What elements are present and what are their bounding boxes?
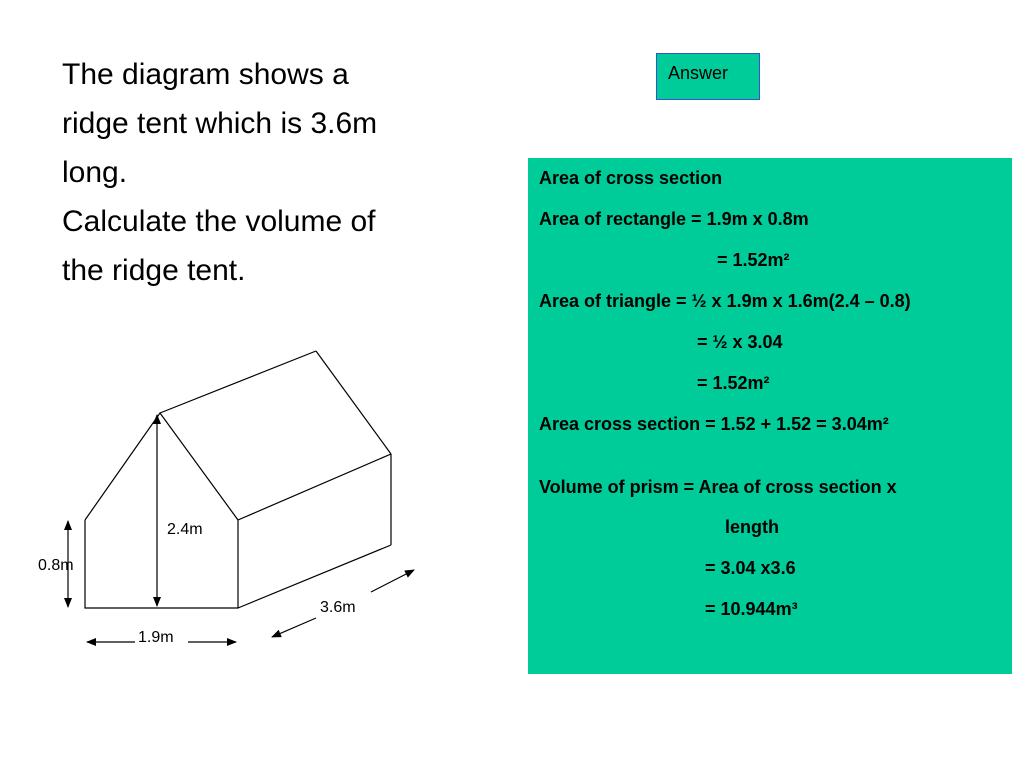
question-line: The diagram shows a [62,58,349,91]
tent-outline [85,351,391,608]
solution-box [528,158,1012,674]
width-label: 1.9m [138,629,174,646]
solution-line: Volume of prism = Area of cross section x [539,477,897,497]
solution-line: Area of rectangle = 1.9m x 0.8m [539,209,809,229]
roof-ridge [160,351,316,413]
answer-button[interactable]: Answer [656,53,760,100]
solution-line: = 10.944m³ [705,599,798,619]
question-text [62,50,442,295]
length-arrow [272,618,316,637]
roof-back-slope [316,351,391,454]
question-line: ridge tent which is 3.6m [62,107,378,140]
solution-line: Area of triangle = ½ x 1.9m x 1.6m(2.4 – 0.8) [539,291,911,311]
solution-line: = ½ x 3.04 [697,332,783,352]
solution-line: length [725,517,779,537]
question-line: Calculate the volume of [62,205,376,238]
solution-line: = 1.52m² [717,250,790,270]
length-arrow [371,570,414,592]
length-label: 3.6m [320,599,356,616]
tent-front-face [85,413,238,608]
wall-height-label: 0.8m [38,557,74,574]
roof-eave [238,454,391,520]
solution-line: = 3.04 x3.6 [705,558,796,578]
dimension-arrows [68,415,414,642]
question-line: long. [62,156,128,189]
bottom-side-edge [238,545,391,608]
solution-line: = 1.52m² [697,373,770,393]
question-line: the ridge tent. [62,254,246,287]
height-total-label: 2.4m [167,521,203,538]
solution-line: Area of cross section [539,168,723,188]
solution-line: Area cross section = 1.52 + 1.52 = 3.04m² [539,414,889,434]
